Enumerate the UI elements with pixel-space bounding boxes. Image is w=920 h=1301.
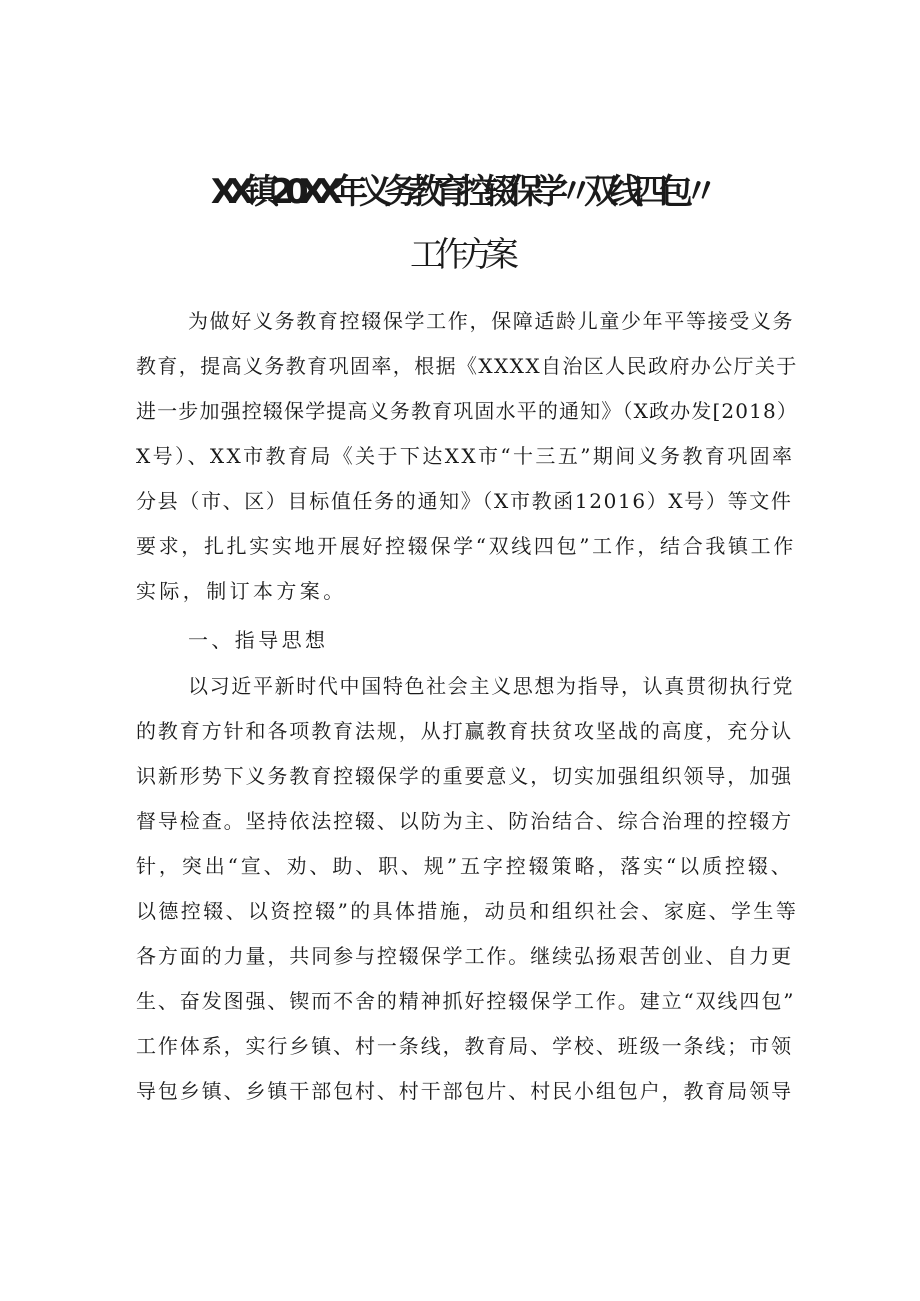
body-line: 进一步加强控辍保学提高义务教育巩固水平的通知》（X政办发[2018） [136, 399, 799, 423]
body-line: 工作体系，实行乡镇、村一条线，教育局、学校、班级一条线；市领 [136, 1034, 793, 1058]
body-line: 为做好义务教育控辍保学工作，保障适龄儿童少年平等接受义务 [188, 309, 795, 333]
body-line: 实际，制订本方案。 [136, 579, 347, 603]
body-line: 导包乡镇、乡镇干部包村、村干部包片、村民小组包户，教育局领导 [136, 1079, 793, 1103]
section-heading: 一、指导思想 [188, 628, 329, 652]
body-line: 各方面的力量，共同参与控辍保学工作。继续弘扬艰苦创业、自力更 [136, 944, 793, 968]
body-line: 针，突出“宣、劝、助、职、规”五字控辍策略，落实“以质控辍、 [136, 854, 794, 878]
document-title-line-1: XX镇20XX年义务教育控辍保学〃双线四包〃 [210, 172, 710, 212]
document-title-line-2: 工作方案 [410, 235, 510, 275]
body-line: X号）、XX市教育局《关于下达XX市“十三五”期间义务教育巩固率 [136, 444, 795, 468]
body-line: 督导检查。坚持依法控辍、以防为主、防治结合、综合治理的控辍方 [136, 809, 793, 833]
body-line: 分县（市、区）目标值任务的通知》（X市教函12016）X号）等文件 [136, 489, 793, 513]
body-line: 要求，扎扎实实地开展好控辍保学“双线四包”工作，结合我镇工作 [136, 534, 796, 558]
body-line: 教育，提高义务教育巩固率，根据《XXXX自治区人民政府办公厅关于 [136, 354, 798, 378]
body-line: 的教育方针和各项教育法规，从打赢教育扶贫攻坚战的高度，充分认 [136, 719, 793, 743]
body-line: 以习近平新时代中国特色社会主义思想为指导，认真贯彻执行党 [188, 674, 795, 698]
body-line: 以德控辍、以资控辍”的具体措施，动员和组织社会、家庭、学生等 [136, 899, 799, 923]
body-line: 识新形势下义务教育控辍保学的重要意义，切实加强组织领导，加强 [136, 764, 793, 788]
body-line: 生、奋发图强、锲而不舍的精神抓好控辍保学工作。建立“双线四包” [136, 989, 796, 1013]
